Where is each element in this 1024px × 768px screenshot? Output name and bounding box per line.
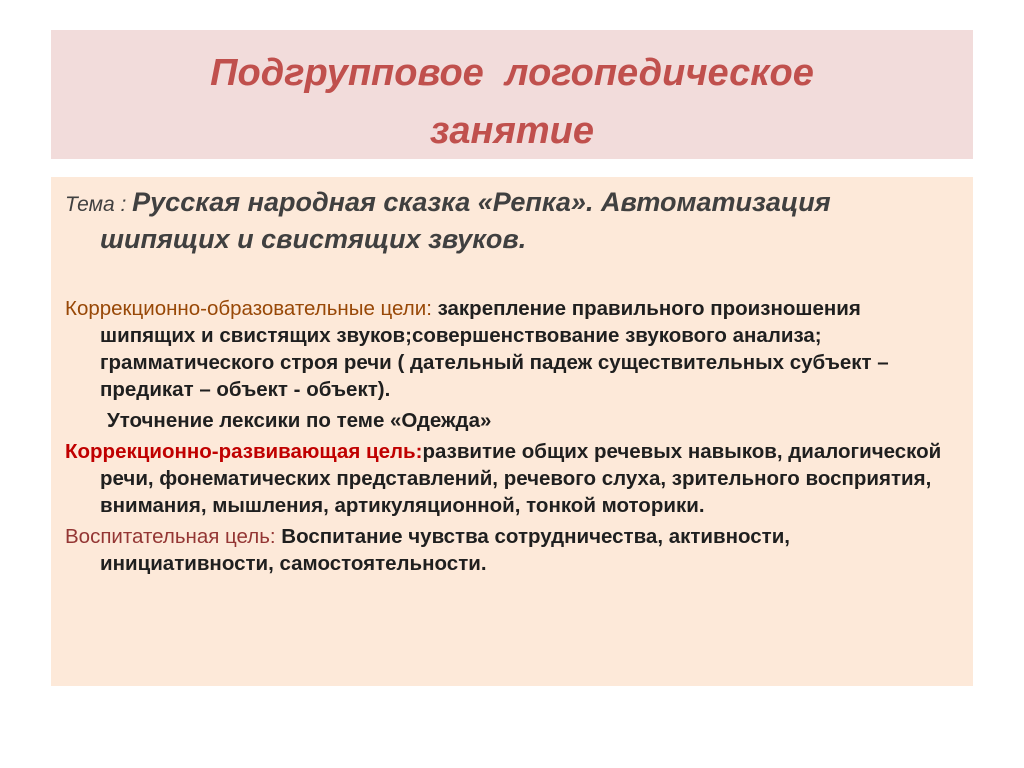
slide-title-line-1: Подгрупповое логопедическое <box>210 52 814 94</box>
correctional-educational-goal-label: Коррекционно-образовательные цели: <box>65 297 438 320</box>
theme-label: Тема : <box>65 193 133 216</box>
correctional-developmental-goal-text: развитие общих речевых навыков, диалогической речи, фонематических представлений, речевого слуха, зрительного восприятия, внимания, мышления, артикуляционной, тонкой моторики. <box>100 440 942 517</box>
theme-text: Русская народная сказка «Репка». Автоматизация шипящих и свистящих звуков. <box>100 187 831 254</box>
educational-goal-text: Воспитание чувства сотрудничества, активности, инициативности, самостоятельности. <box>100 525 790 575</box>
slide-content-box <box>51 177 973 686</box>
correctional-educational-goal <box>65 295 957 403</box>
educational-goal <box>65 523 957 577</box>
vocabulary-goal: Уточнение лексики по теме «Одежда» <box>107 409 492 432</box>
slide-title-box <box>51 30 973 159</box>
correctional-developmental-goal <box>65 438 957 519</box>
correctional-developmental-goal-label: Коррекционно-развивающая цель: <box>65 440 423 463</box>
lesson-theme <box>65 185 957 256</box>
educational-goal-label: Воспитательная цель: <box>65 525 282 548</box>
correctional-educational-goal-text: закрепление правильного произношения шипящих и свистящих звуков;совершенствование звукового анализа; грамматического строя речи ( дательный падеж существительных субъект – предикат – объект - объект). <box>100 297 889 401</box>
slide-title-line-2: занятие <box>430 110 594 152</box>
